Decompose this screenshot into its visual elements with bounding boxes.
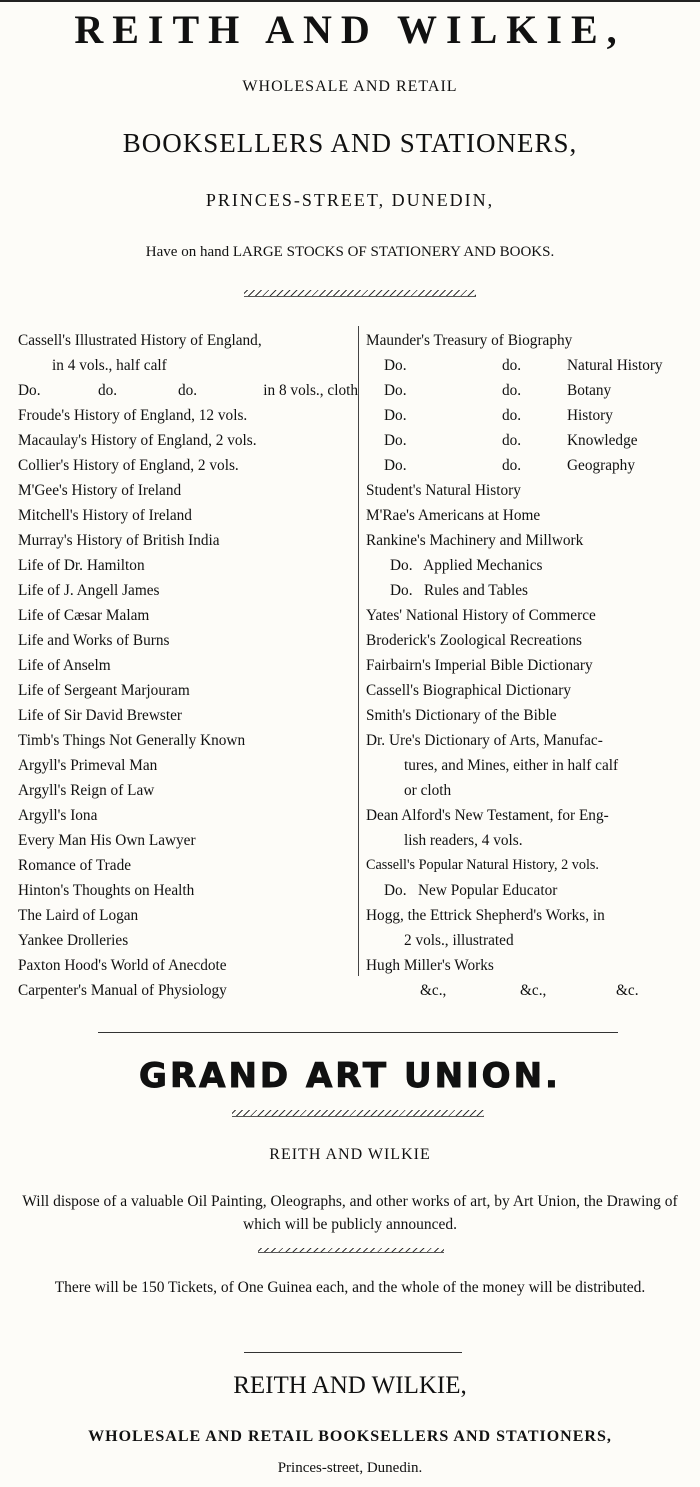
list-item: Life of J. Angell James: [18, 582, 160, 599]
list-item: Dr. Ure's Dictionary of Arts, Manufac-: [366, 732, 603, 749]
list-item: Cassell's Popular Natural History, 2 vols.: [366, 857, 599, 873]
list-item: Romance of Trade: [18, 857, 132, 874]
list-item: Maunder's Treasury of Biography: [366, 332, 573, 349]
list-item: M'Rae's Americans at Home: [366, 507, 541, 524]
list-item: Timb's Things Not Generally Known: [18, 732, 246, 749]
list-item: Rankine's Machinery and Millwork: [366, 532, 584, 549]
list-item: Cassell's Illustrated History of England,: [18, 332, 262, 349]
stock-notice: Have on hand LARGE STOCKS OF STATIONERY AND BOOKS.: [145, 244, 555, 260]
list-item: Do. Rules and Tables: [390, 582, 529, 599]
section-rule: [244, 1352, 462, 1353]
list-item: M'Gee's History of Ireland: [18, 482, 182, 499]
art-union-heading: GRAND ART UNION.: [139, 1056, 561, 1096]
list-item: Fairbairn's Imperial Bible Dictionary: [366, 657, 593, 674]
ditto-detail: Knowledge: [567, 432, 638, 449]
list-item: Collier's History of England, 2 vols.: [18, 457, 239, 474]
etc-row: [366, 978, 698, 1003]
subtitle: WHOLESALE AND RETAIL: [242, 78, 458, 95]
list-item: The Laird of Logan: [18, 907, 139, 924]
list-item: [366, 378, 698, 403]
list-item: Argyll's Iona: [18, 807, 98, 824]
list-item: Do. New Popular Educator: [384, 882, 558, 899]
list-item: Hogg, the Ettrick Shepherd's Works, in: [366, 907, 605, 924]
list-item: Yankee Drolleries: [18, 932, 129, 949]
ditto: do.: [502, 457, 522, 474]
list-item: [18, 378, 358, 403]
ditto-detail: Natural History: [567, 357, 663, 374]
art-union-paragraph-2: There will be 150 Tickets, of One Guinea each, and the whole of the money will be distributed.: [54, 1279, 646, 1296]
books-left-column: [18, 328, 358, 1003]
ditto-detail: in 8 vols., cloth: [263, 382, 358, 399]
list-item: 2 vols., illustrated: [404, 932, 514, 949]
column-divider: [358, 326, 359, 976]
ditto: Do.: [18, 382, 41, 399]
ditto-detail: Geography: [567, 457, 635, 474]
address: PRINCES-STREET, DUNEDIN,: [205, 190, 495, 210]
ditto: Do.: [384, 407, 407, 424]
etc: &c.,: [520, 982, 547, 999]
footer-firm: REITH AND WILKIE,: [233, 1372, 467, 1399]
ditto-detail: Botany: [567, 382, 612, 399]
list-item: in 4 vols., half calf: [52, 357, 167, 374]
ditto: Do.: [384, 357, 407, 374]
list-item: Life of Sir David Brewster: [18, 707, 182, 724]
list-item: Argyll's Primeval Man: [18, 757, 158, 774]
section-rule: [98, 1032, 618, 1033]
list-item: or cloth: [404, 782, 452, 799]
list-item: Yates' National History of Commerce: [366, 607, 596, 624]
list-item: tures, and Mines, either in half calf: [404, 757, 619, 774]
list-item: [366, 353, 698, 378]
list-item: Carpenter's Manual of Physiology: [18, 982, 227, 999]
etc: &c.: [616, 982, 639, 999]
list-item: [366, 453, 698, 478]
list-item: Dean Alford's New Testament, for Eng-: [366, 807, 609, 824]
ditto: Do.: [384, 432, 407, 449]
art-union-firm: REITH AND WILKIE: [269, 1146, 431, 1163]
top-rule: [0, 0, 700, 2]
ditto: do.: [502, 382, 522, 399]
ditto-detail: History: [567, 407, 613, 424]
list-item: Life of Sergeant Marjouram: [18, 682, 190, 699]
list-item: Life of Anselm: [18, 657, 111, 674]
ditto: do.: [502, 432, 522, 449]
books-right-column: [366, 328, 698, 1003]
list-item: Hugh Miller's Works: [366, 957, 494, 974]
ditto: do.: [98, 382, 118, 399]
list-item: Argyll's Reign of Law: [18, 782, 155, 799]
ditto: do.: [502, 357, 522, 374]
ditto: Do.: [384, 382, 407, 399]
page-title: REITH AND WILKIE,: [74, 7, 626, 52]
ditto: do.: [502, 407, 522, 424]
list-item: Smith's Dictionary of the Bible: [366, 707, 557, 724]
list-item: lish readers, 4 vols.: [404, 832, 523, 849]
list-item: Mitchell's History of Ireland: [18, 507, 192, 524]
footer-address: Princes-street, Dunedin.: [277, 1460, 423, 1476]
art-union-paragraph-1: Will dispose of a valuable Oil Painting, Oleographs, and other works of art, by Art Union, the Drawing of which will be publicly announced.: [22, 1193, 678, 1233]
list-item: Murray's History of British India: [18, 532, 220, 549]
list-item: [366, 428, 698, 453]
footer-trade: WHOLESALE AND RETAIL BOOKSELLERS AND STATIONERS,: [88, 1428, 612, 1445]
list-item: Hinton's Thoughts on Health: [18, 882, 195, 899]
list-item: Macaulay's History of England, 2 vols.: [18, 432, 257, 449]
wavy-rule: [232, 1110, 484, 1117]
list-item: Broderick's Zoological Recreations: [366, 632, 582, 649]
list-item: Do. Applied Mechanics: [390, 557, 543, 574]
wavy-rule: [258, 1248, 444, 1253]
list-item: Paxton Hood's World of Anecdote: [18, 957, 227, 974]
list-item: Every Man His Own Lawyer: [18, 832, 196, 849]
list-item: Life of Dr. Hamilton: [18, 557, 145, 574]
list-item: Froude's History of England, 12 vols.: [18, 407, 248, 424]
list-item: Life of Cæsar Malam: [18, 607, 150, 624]
list-item: Cassell's Biographical Dictionary: [366, 682, 571, 699]
trade-heading: BOOKSELLERS AND STATIONERS,: [122, 128, 578, 158]
list-item: [366, 403, 698, 428]
list-item: Life and Works of Burns: [18, 632, 170, 649]
list-item: Student's Natural History: [366, 482, 521, 499]
ditto: do.: [178, 382, 198, 399]
wavy-rule: [244, 290, 476, 297]
etc: &c.,: [420, 982, 447, 999]
ditto: Do.: [384, 457, 407, 474]
